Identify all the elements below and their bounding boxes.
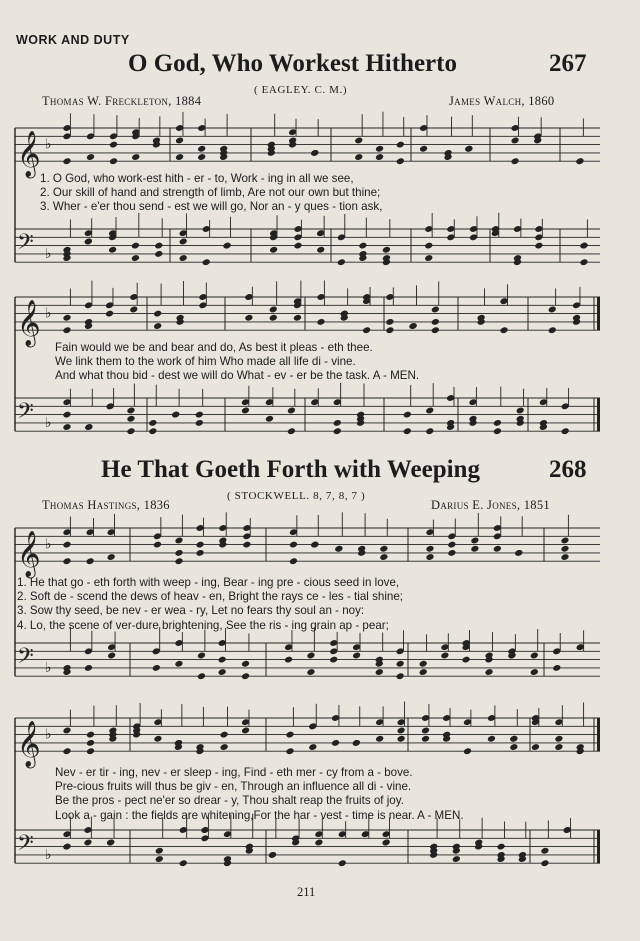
note-head bbox=[385, 318, 394, 326]
note-head bbox=[560, 537, 569, 545]
note-head bbox=[265, 415, 274, 423]
note-head bbox=[575, 157, 584, 165]
note-head bbox=[397, 727, 406, 735]
note-head bbox=[579, 258, 588, 266]
note-head bbox=[487, 735, 496, 743]
note-head bbox=[223, 242, 232, 250]
hymn-number: 268 bbox=[549, 456, 587, 483]
note-head bbox=[62, 314, 71, 322]
note-head bbox=[131, 153, 140, 161]
note-head bbox=[497, 843, 506, 851]
note-head bbox=[554, 735, 563, 743]
note-head bbox=[62, 557, 71, 565]
lyric-line: And what thou bid - dest we will do What - ev - er be the task. A - MEN. bbox=[55, 369, 420, 383]
flat-sign-icon: ♭ bbox=[45, 415, 52, 431]
note-head bbox=[314, 839, 323, 847]
note-head bbox=[333, 427, 342, 435]
note-head bbox=[179, 859, 188, 867]
note-head bbox=[308, 743, 317, 751]
note-head bbox=[153, 541, 162, 549]
note-head bbox=[375, 153, 384, 161]
note-head bbox=[107, 553, 116, 561]
note-head bbox=[470, 545, 479, 553]
note-head bbox=[62, 157, 71, 165]
note-head bbox=[425, 553, 434, 561]
note-head bbox=[241, 727, 250, 735]
note-head bbox=[62, 747, 71, 755]
note-head bbox=[126, 407, 135, 415]
note-head bbox=[269, 306, 278, 314]
note-head bbox=[148, 427, 157, 435]
note-head bbox=[379, 553, 388, 561]
lyric-line: 2. Our skill of hand and strength of limb, Are not our own but thine; bbox=[40, 186, 381, 200]
note-head bbox=[242, 541, 251, 549]
note-head bbox=[397, 735, 406, 743]
note-head bbox=[84, 423, 93, 431]
note-head bbox=[241, 407, 250, 415]
note-head bbox=[106, 839, 115, 847]
note-head bbox=[385, 326, 394, 334]
note-head bbox=[241, 660, 250, 668]
note-head bbox=[425, 427, 434, 435]
note-head bbox=[396, 141, 405, 149]
note-head bbox=[382, 839, 391, 847]
note-head bbox=[552, 664, 561, 672]
note-head bbox=[126, 427, 135, 435]
note-head bbox=[109, 141, 118, 149]
section-heading: WORK AND DUTY bbox=[16, 33, 130, 47]
note-head bbox=[153, 735, 162, 743]
note-head bbox=[153, 310, 162, 318]
bass-clef-icon: 𝄢 bbox=[17, 830, 34, 861]
flat-sign-icon: ♭ bbox=[45, 727, 52, 743]
bass-clef-icon: 𝄢 bbox=[17, 398, 34, 429]
note-head bbox=[540, 859, 549, 867]
final-bar bbox=[597, 398, 600, 431]
note-head bbox=[511, 157, 520, 165]
note-head bbox=[179, 238, 188, 246]
note-head bbox=[218, 668, 227, 676]
note-head bbox=[83, 839, 92, 847]
lyric-line: 3. Wher - e'er thou send - est we will go, Nor an - y ques - tion ask, bbox=[40, 200, 383, 214]
note-head bbox=[287, 407, 296, 415]
note-head bbox=[174, 537, 183, 545]
note-head bbox=[379, 545, 388, 553]
note-head bbox=[352, 652, 361, 660]
note-head bbox=[196, 549, 205, 557]
composer-credit: James Walch, 1860 bbox=[449, 94, 555, 108]
note-head bbox=[108, 246, 117, 254]
note-head bbox=[86, 153, 95, 161]
bass-clef-icon: 𝄢 bbox=[17, 229, 34, 260]
lyric-line: Fain would we be and bear and do, As best it pleas - eth thee. bbox=[55, 341, 373, 354]
note-head bbox=[174, 557, 183, 565]
note-head bbox=[196, 541, 205, 549]
note-head bbox=[509, 735, 518, 743]
note-head bbox=[195, 411, 204, 419]
note-head bbox=[419, 145, 428, 153]
note-head bbox=[493, 545, 502, 553]
note-head bbox=[131, 242, 140, 250]
note-head bbox=[560, 553, 569, 561]
note-head bbox=[86, 739, 95, 747]
note-head bbox=[470, 537, 479, 545]
note-head bbox=[424, 254, 433, 262]
treble-clef-icon: 𝄞 bbox=[17, 531, 41, 578]
note-head bbox=[287, 427, 296, 435]
note-head bbox=[197, 145, 206, 153]
flat-sign-icon: ♭ bbox=[45, 537, 52, 553]
note-head bbox=[375, 668, 384, 676]
note-head bbox=[62, 326, 71, 334]
note-head bbox=[485, 668, 494, 676]
note-head bbox=[244, 314, 253, 322]
note-head bbox=[155, 847, 164, 855]
hymn-title: He That Goeth Forth with Weeping bbox=[101, 456, 480, 483]
lyric-line: 3. Sow thy seed, be nev - er wea - ry, Let no fears thy soul an - noy: bbox=[17, 604, 365, 618]
note-head bbox=[531, 743, 540, 751]
note-head bbox=[306, 668, 315, 676]
note-head bbox=[241, 672, 250, 680]
note-head bbox=[62, 843, 71, 851]
note-head bbox=[109, 157, 118, 165]
note-head bbox=[310, 541, 319, 549]
note-head bbox=[284, 656, 293, 664]
note-head bbox=[171, 411, 180, 419]
page-number: 211 bbox=[297, 885, 316, 899]
note-head bbox=[86, 731, 95, 739]
note-head bbox=[285, 747, 294, 755]
note-head bbox=[548, 326, 557, 334]
final-bar bbox=[597, 297, 600, 330]
note-head bbox=[126, 415, 135, 423]
treble-clef-icon: 𝄞 bbox=[17, 721, 41, 768]
lyric-line: Pre-cious fruits will thus be giv - en, Through an influence all di - vine. bbox=[55, 780, 412, 794]
note-head bbox=[62, 423, 71, 431]
note-head bbox=[409, 322, 418, 330]
note-head bbox=[306, 652, 315, 660]
note-head bbox=[500, 326, 509, 334]
lyric-line: 1. O God, who work-est hith - er - to, Work - ing in all we see, bbox=[40, 172, 354, 185]
note-head bbox=[396, 672, 405, 680]
note-head bbox=[148, 419, 157, 427]
note-head bbox=[293, 242, 302, 250]
flat-sign-icon: ♭ bbox=[45, 137, 52, 153]
note-head bbox=[375, 735, 384, 743]
flat-sign-icon: ♭ bbox=[45, 660, 52, 676]
note-head bbox=[431, 306, 440, 314]
note-head bbox=[403, 427, 412, 435]
note-head bbox=[107, 652, 116, 660]
note-head bbox=[197, 153, 206, 161]
note-head bbox=[382, 246, 391, 254]
note-head bbox=[396, 157, 405, 165]
note-head bbox=[316, 318, 325, 326]
note-head bbox=[84, 664, 93, 672]
note-head bbox=[352, 739, 361, 747]
note-head bbox=[452, 855, 461, 863]
note-head bbox=[540, 847, 549, 855]
note-head bbox=[403, 411, 412, 419]
note-head bbox=[152, 664, 161, 672]
note-head bbox=[131, 254, 140, 262]
note-head bbox=[424, 242, 433, 250]
note-head bbox=[493, 419, 502, 427]
note-head bbox=[548, 306, 557, 314]
note-head bbox=[175, 153, 184, 161]
note-head bbox=[560, 545, 569, 553]
note-head bbox=[530, 652, 539, 660]
bass-clef-icon: 𝄢 bbox=[17, 643, 34, 674]
note-head bbox=[440, 652, 449, 660]
treble-clef-icon: 𝄞 bbox=[17, 300, 41, 347]
tune-name: ( STOCKWELL. 8, 7, 8, 7 ) bbox=[227, 490, 366, 502]
note-head bbox=[431, 318, 440, 326]
lyric-line: 2. Soft de - scend the dews of heav - en, Bright the rays ce - les - tial shine; bbox=[17, 590, 404, 604]
note-head bbox=[431, 326, 440, 334]
note-head bbox=[375, 145, 384, 153]
note-head bbox=[509, 743, 518, 751]
final-bar bbox=[597, 830, 600, 863]
note-head bbox=[293, 314, 302, 322]
treble-clef-icon: 𝄞 bbox=[17, 131, 41, 178]
tune-name: ( EAGLEY. C. M.) bbox=[254, 84, 348, 96]
note-head bbox=[331, 739, 340, 747]
note-head bbox=[463, 747, 472, 755]
author-credit: Thomas W. Freckleton, 1884 bbox=[42, 94, 202, 108]
note-head bbox=[534, 242, 543, 250]
note-head bbox=[269, 246, 278, 254]
lyric-line: 1. He that go - eth forth with weep - ing, Bear - ing pre - cious seed in love, bbox=[17, 576, 400, 589]
note-head bbox=[516, 407, 525, 415]
note-head bbox=[269, 314, 278, 322]
note-head bbox=[511, 137, 520, 145]
note-head bbox=[419, 668, 428, 676]
note-head bbox=[337, 258, 346, 266]
note-head bbox=[218, 656, 227, 664]
note-head bbox=[195, 419, 204, 427]
note-head bbox=[289, 541, 298, 549]
flat-sign-icon: ♭ bbox=[45, 246, 52, 262]
note-head bbox=[338, 859, 347, 867]
note-head bbox=[153, 322, 162, 330]
note-head bbox=[462, 656, 471, 664]
note-head bbox=[358, 242, 367, 250]
note-head bbox=[354, 153, 363, 161]
lyric-line: We link them to the work of him Who made all life di - vine. bbox=[55, 355, 356, 369]
note-head bbox=[174, 549, 183, 557]
lyric-line: Be the pros - pect ne'er so drear - y, Thou shalt reap the fruits of joy. bbox=[55, 794, 404, 808]
note-head bbox=[362, 326, 371, 334]
note-head bbox=[179, 254, 188, 262]
note-head bbox=[554, 743, 563, 751]
note-head bbox=[447, 541, 456, 549]
note-head bbox=[268, 851, 277, 859]
note-head bbox=[220, 731, 229, 739]
note-head bbox=[197, 652, 206, 660]
note-head bbox=[493, 427, 502, 435]
note-head bbox=[154, 242, 163, 250]
composer-credit: Darius E. Jones, 1851 bbox=[431, 498, 550, 512]
note-head bbox=[62, 727, 71, 735]
note-head bbox=[197, 672, 206, 680]
note-head bbox=[447, 549, 456, 557]
note-head bbox=[425, 545, 434, 553]
note-head bbox=[419, 660, 428, 668]
note-head bbox=[174, 660, 183, 668]
final-bar bbox=[597, 718, 600, 751]
note-head bbox=[561, 427, 570, 435]
note-head bbox=[464, 145, 473, 153]
hymn-title: O God, Who Workest Hitherto bbox=[128, 50, 457, 77]
lyric-line: 4. Lo, the scene of ver-dure brightening, See the ris - ing grain ap - pear; bbox=[17, 618, 389, 632]
note-head bbox=[86, 747, 95, 755]
note-head bbox=[354, 137, 363, 145]
note-head bbox=[62, 411, 71, 419]
note-head bbox=[530, 668, 539, 676]
flat-sign-icon: ♭ bbox=[45, 306, 52, 322]
flat-sign-icon: ♭ bbox=[45, 847, 52, 863]
note-head bbox=[154, 250, 163, 258]
note-head bbox=[202, 258, 211, 266]
note-head bbox=[329, 656, 338, 664]
note-head bbox=[289, 557, 298, 565]
note-head bbox=[333, 419, 342, 427]
note-head bbox=[334, 545, 343, 553]
lyric-line: Look a - gain : the fields are whitening,For the har - vest - time is near. A - MEN. bbox=[55, 808, 464, 822]
lyric-line: Nev - er tir - ing, nev - er sleep - ing, Find - eth mer - cy from a - bove. bbox=[55, 766, 413, 779]
note-head bbox=[514, 549, 523, 557]
note-head bbox=[421, 727, 430, 735]
note-head bbox=[421, 735, 430, 743]
hymn-number: 267 bbox=[549, 50, 587, 77]
note-head bbox=[86, 557, 95, 565]
note-head bbox=[220, 743, 229, 751]
note-head bbox=[155, 855, 164, 863]
note-head bbox=[175, 137, 184, 145]
author-credit: Thomas Hastings, 1836 bbox=[42, 498, 170, 512]
note-head bbox=[316, 246, 325, 254]
note-head bbox=[105, 310, 114, 318]
note-head bbox=[84, 238, 93, 246]
note-head bbox=[310, 149, 319, 157]
note-head bbox=[129, 306, 138, 314]
note-head bbox=[579, 242, 588, 250]
note-head bbox=[396, 660, 405, 668]
note-head bbox=[62, 541, 71, 549]
note-head bbox=[285, 731, 294, 739]
note-head bbox=[425, 407, 434, 415]
